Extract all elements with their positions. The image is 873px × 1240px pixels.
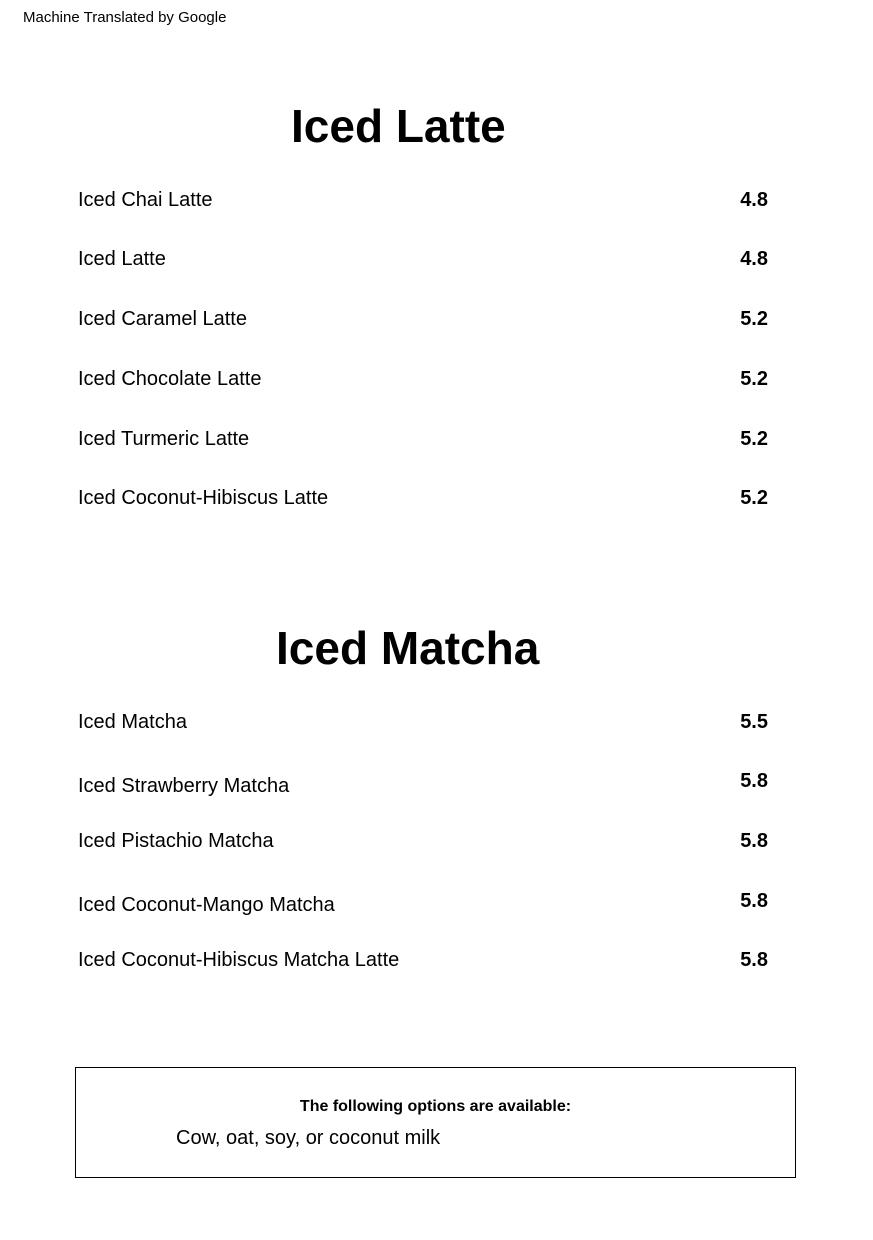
menu-item-name: Iced Chai Latte <box>78 189 213 211</box>
menu-item-name: Iced Pistachio Matcha <box>78 830 274 852</box>
menu-item-price: 5.8 <box>740 949 768 971</box>
menu-item <box>78 889 768 916</box>
menu-item-name: Iced Caramel Latte <box>78 308 247 330</box>
menu-item <box>78 710 768 734</box>
menu-item <box>78 188 768 212</box>
menu-item <box>78 247 768 271</box>
menu-item-name: Iced Chocolate Latte <box>78 368 262 390</box>
section-title-iced-matcha: Iced Matcha <box>276 622 540 674</box>
menu-item-price: 5.5 <box>740 711 768 733</box>
machine-translation-note: Machine Translated by Google <box>23 9 227 26</box>
menu-item-price: 5.8 <box>740 830 768 852</box>
menu-item <box>78 307 768 331</box>
menu-item-price: 4.8 <box>740 189 768 211</box>
options-heading: The following options are available: <box>299 1098 572 1115</box>
menu-item <box>78 427 768 451</box>
menu-item <box>78 829 768 853</box>
menu-item-price: 5.8 <box>740 890 768 912</box>
menu-item <box>78 367 768 391</box>
menu-item-name: Iced Strawberry Matcha <box>78 775 290 797</box>
menu-item-name: Iced Latte <box>78 248 166 270</box>
menu-item-name: Iced Coconut-Hibiscus Matcha Latte <box>78 949 400 971</box>
options-text: Cow, oat, soy, or coconut milk <box>176 1127 441 1149</box>
menu-item-price: 5.8 <box>740 770 768 792</box>
menu-item-price: 5.2 <box>740 368 768 390</box>
menu-item-name: Iced Coconut-Hibiscus Latte <box>78 487 329 509</box>
menu-item-price: 4.8 <box>740 248 768 270</box>
menu-item <box>78 948 768 972</box>
menu-item-price: 5.2 <box>740 487 768 509</box>
menu-item-name: Iced Matcha <box>78 711 187 733</box>
options-box <box>75 1067 796 1178</box>
section-title-iced-latte: Iced Latte <box>291 100 506 152</box>
menu-item <box>78 486 768 510</box>
menu-item-price: 5.2 <box>740 428 768 450</box>
menu-item <box>78 769 768 797</box>
menu-item-name: Iced Coconut-Mango Matcha <box>78 894 335 916</box>
menu-item-price: 5.2 <box>740 308 768 330</box>
menu-item-name: Iced Turmeric Latte <box>78 428 250 450</box>
